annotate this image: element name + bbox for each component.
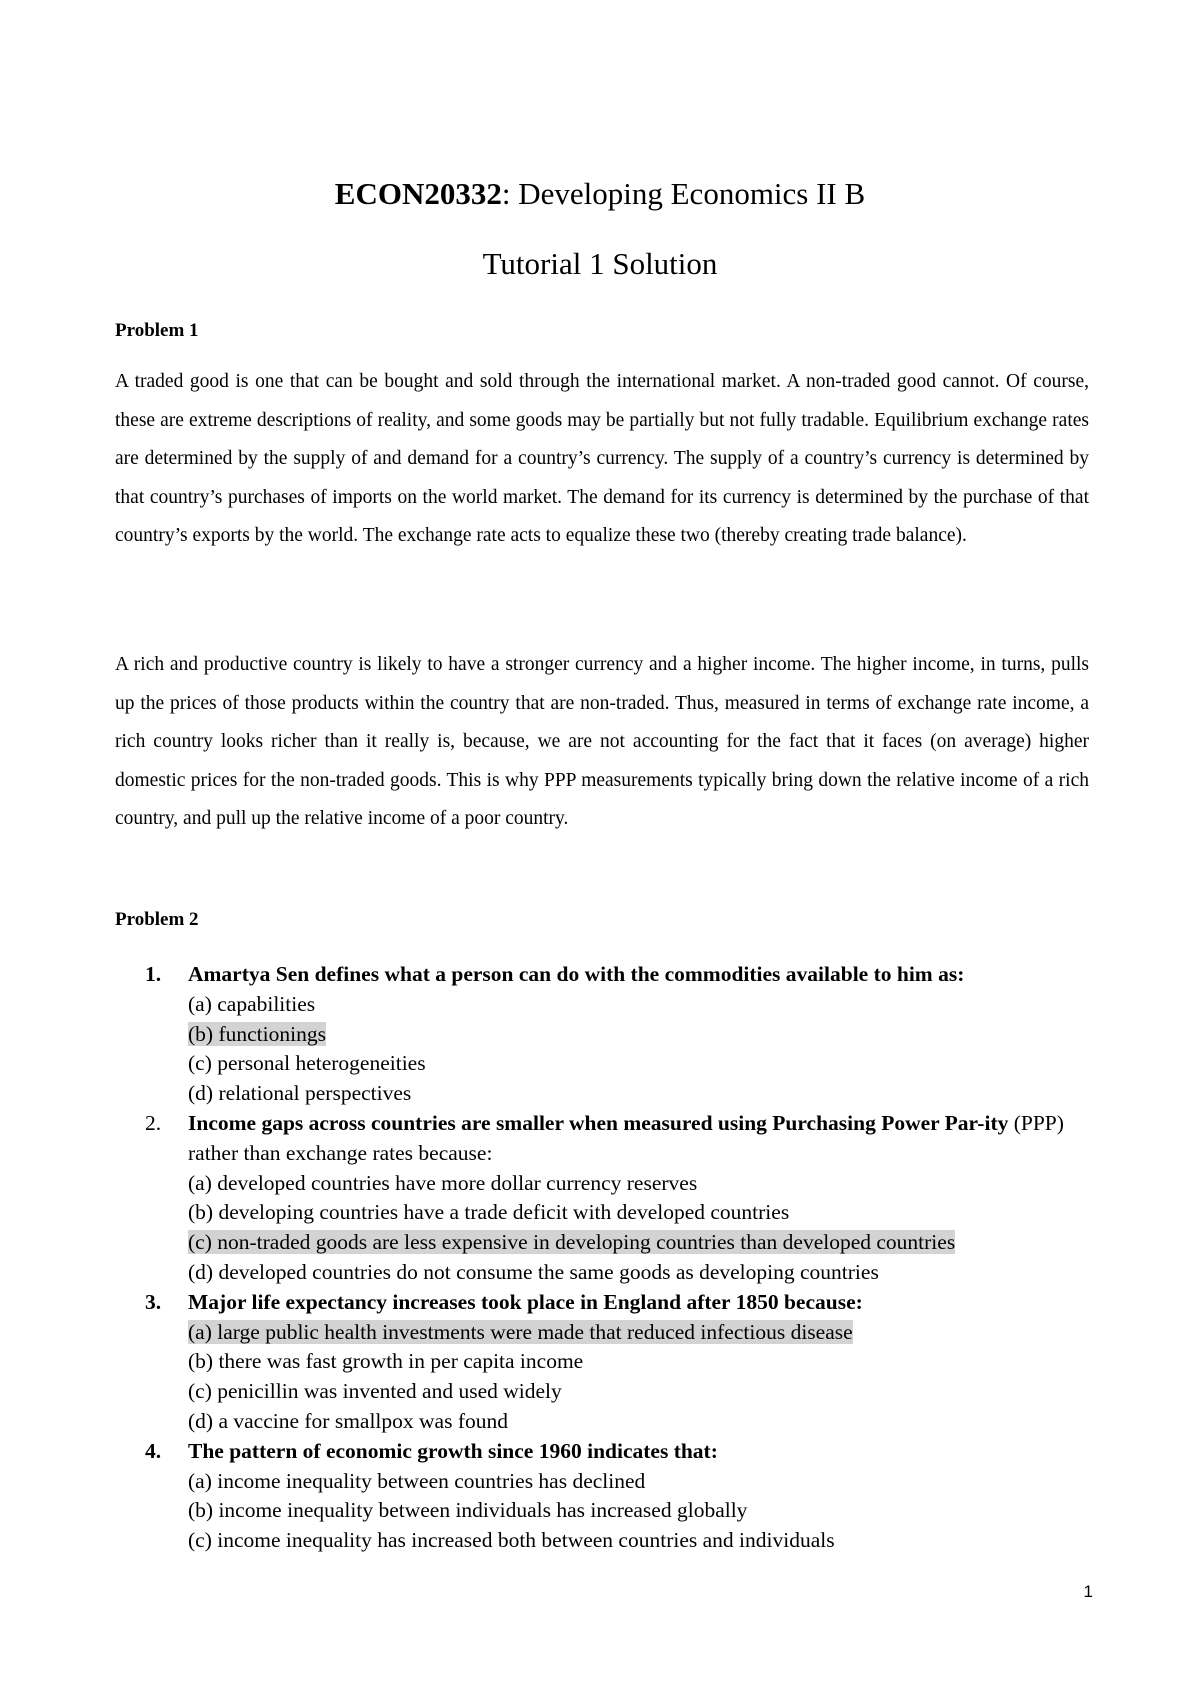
problem-1-paragraph-2: A rich and productive country is likely to have a stronger currency and a higher income. The higher income, in turns, pulls up the prices of those products within the country that are non-traded. Thus, measured in terms of exchange rate income, a rich country looks richer than it really is, because, we are not accounting for the fact that it faces (on average) higher domestic prices for the non-traded goods. This is why PPP measurements typically bring down the relative income of a rich country, and pull up the relative income of a poor country. <box>115 654 1089 829</box>
document-title <box>0 174 1200 214</box>
option-c: (c) personal heterogeneities <box>188 1051 426 1076</box>
question-text: Major life expectancy increases took place in England after 1850 because: <box>188 1289 863 1314</box>
option-b: (b) developing countries have a trade deficit with developed countries <box>188 1200 790 1225</box>
page-number: 1 <box>1083 1582 1093 1601</box>
option-c: (c) penicillin was invented and used widely <box>188 1379 562 1404</box>
question-2 <box>145 1109 1095 1288</box>
question-number: 1. <box>145 962 162 986</box>
document-subtitle: Tutorial 1 Solution <box>482 246 718 281</box>
question-number: 4. <box>145 1438 162 1463</box>
option-b-highlighted-answer: (b) functionings <box>188 1021 326 1046</box>
option-c-highlighted-answer: (c) non-traded goods are less expensive in developing countries than developed countries <box>188 1230 956 1255</box>
option-d: (d) a vaccine for smallpox was found <box>188 1408 509 1433</box>
option-a: (a) income inequality between countries has declined <box>188 1468 646 1493</box>
problem-2-heading: Problem 2 <box>115 909 199 930</box>
option-b: (b) there was fast growth in per capita income <box>188 1349 584 1374</box>
question-number: 3. <box>145 1289 162 1314</box>
question-text: Amartya Sen defines what a person can do with the commodities available to him as: <box>188 962 965 986</box>
option-d: (d) developed countries do not consume the same goods as developing countries <box>188 1259 879 1284</box>
option-d: (d) relational perspectives <box>188 1081 412 1106</box>
option-a-highlighted-answer: (a) large public health investments were made that reduced infectious disease <box>188 1319 853 1344</box>
question-text: Income gaps across countries are smaller when measured using Purchasing Power Par-ity (PPP) rather than exchange rates because: <box>188 1110 1064 1165</box>
question-number: 2. <box>145 1110 162 1135</box>
option-a: (a) developed countries have more dollar currency reserves <box>188 1170 698 1195</box>
option-a: (a) capabilities <box>188 991 316 1016</box>
question-3 <box>145 1288 1095 1437</box>
course-title: : Developing Economics II B <box>501 176 866 211</box>
course-code: ECON20332 <box>334 176 502 211</box>
problem-1-heading: Problem 1 <box>115 320 199 341</box>
question-1 <box>145 960 1095 1109</box>
question-list <box>145 960 1095 1556</box>
problem-1-paragraph-1: A traded good is one that can be bought and sold through the international market. A non-traded good cannot. Of course, these are extreme descriptions of reality, and some goods may be partially but not fully tradable. Equilibrium exchange rates are determined by the supply of and demand for a country’s currency. The supply of a country’s currency is determined by that country’s purchases of imports on the world market. The demand for its currency is determined by the purchase of that country’s exports by the world. The exchange rate acts to equalize these two (thereby creating trade balance). <box>115 371 1089 546</box>
option-c: (c) income inequality has increased both between countries and individuals <box>188 1528 835 1553</box>
question-4 <box>145 1437 1095 1556</box>
question-text: The pattern of economic growth since 1960 indicates that: <box>188 1438 718 1463</box>
option-b: (b) income inequality between individuals has increased globally <box>188 1498 748 1523</box>
